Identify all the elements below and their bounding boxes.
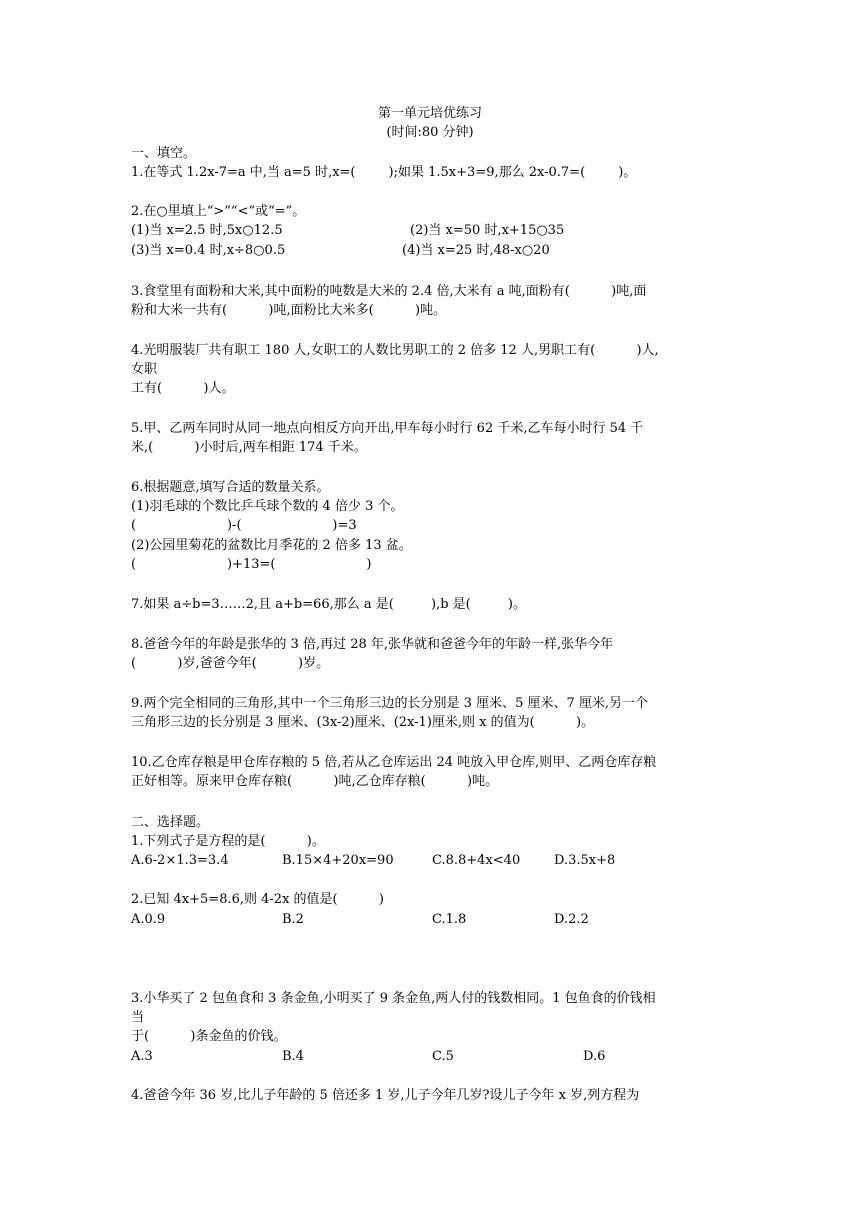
question-1-6-stem: 6.根据题意,填写合适的数量关系。 — [131, 480, 330, 495]
question-2-3-line2: 当 — [131, 1010, 145, 1025]
question-1-6-part2: (2)公园里菊花的盆数比月季花的 2 倍多 13 盆。 — [131, 538, 412, 553]
question-2-2-option-a: A.0.9 — [131, 912, 166, 927]
question-1-2-part3: (3)当 x=0.4 时,x÷8○0.5 — [131, 243, 286, 258]
question-2-4-line1: 4.爸爸今年 36 岁,比儿子年龄的 5 倍还多 1 岁,儿子今年几岁?设儿子今年 x 岁,列方程为 — [131, 1088, 640, 1103]
section2-heading: 二、选择题。 — [131, 815, 210, 830]
question-1-10-line2: 正好相等。原来甲仓库存粮( )吨,乙仓库存粮( )吨。 — [131, 774, 499, 789]
question-1-8-line1: 8.爸爸今年的年龄是张华的 3 倍,再过 28 年,张华就和爸爸今年的年龄一样,张华今年 — [131, 637, 614, 652]
worksheet-time-limit: (时间:80 分钟) — [386, 125, 474, 140]
question-2-2-option-c: C.1.8 — [432, 912, 467, 927]
question-1-3-line2: 粉和大米一共有( )吨,面粉比大米多( )吨。 — [131, 303, 447, 318]
question-1-1: 1.在等式 1.2x-7=a 中,当 a=5 时,x=( );如果 1.5x+3=9,那么 2x-0.7=( )。 — [131, 165, 637, 180]
question-2-2-option-d: D.2.2 — [554, 912, 589, 927]
question-1-5-line2: 米,( )小时后,两车相距 174 千米。 — [131, 440, 367, 455]
question-2-3-line3: 于( )条金鱼的价钱。 — [131, 1029, 287, 1044]
question-1-6-part2-blanks: ( )+13=( ) — [131, 557, 372, 572]
question-2-2-stem: 2.已知 4x+5=8.6,则 4-2x 的值是( ) — [131, 892, 384, 907]
question-1-7: 7.如果 a÷b=3……2,且 a+b=66,那么 a 是( ),b 是( )。 — [131, 597, 527, 612]
question-1-4-line3: 工有( )人。 — [131, 381, 235, 396]
question-1-2-stem: 2.在○里填上“>”“<”或“=”。 — [131, 204, 306, 219]
question-1-2-part2: (2)当 x=50 时,x+15○35 — [410, 223, 565, 238]
question-2-1-option-d: D.3.5x+8 — [554, 853, 616, 868]
question-2-3-option-b: B.4 — [282, 1049, 304, 1064]
question-1-3-line1: 3.食堂里有面粉和大米,其中面粉的吨数是大米的 2.4 倍,大米有 a 吨,面粉有( )吨,面 — [131, 284, 647, 299]
question-2-3-option-a: A.3 — [131, 1049, 153, 1064]
question-1-8-line2: ( )岁,爸爸今年( )岁。 — [131, 656, 330, 671]
question-2-1-stem: 1.下列式子是方程的是( )。 — [131, 834, 325, 849]
question-1-10-line1: 10.乙仓库存粮是甲仓库存粮的 5 倍,若从乙仓库运出 24 吨放入甲仓库,则甲、乙两仓库存粮 — [131, 755, 657, 770]
question-1-6-part1: (1)羽毛球的个数比乒乓球个数的 4 倍少 3 个。 — [131, 499, 404, 514]
question-2-1-option-a: A.6-2×1.3=3.4 — [131, 853, 229, 868]
question-1-9-line2: 三角形三边的长分别是 3 厘米、(3x-2)厘米、(2x-1)厘米,则 x 的值为( )。 — [131, 715, 595, 730]
section1-heading: 一、填空。 — [131, 146, 197, 161]
question-1-5-line1: 5.甲、乙两车同时从同一地点向相反方向开出,甲车每小时行 62 千米,乙车每小时行 54 千 — [131, 421, 644, 436]
question-1-2-part4: (4)当 x=25 时,48-x○20 — [402, 243, 550, 258]
question-1-4-line2: 女职 — [131, 362, 158, 377]
question-2-3-option-d: D.6 — [583, 1049, 606, 1064]
question-1-9-line1: 9.两个完全相同的三角形,其中一个三角形三边的长分别是 3 厘米、5 厘米、7 厘米,另一个 — [131, 696, 649, 711]
question-2-2-option-b: B.2 — [282, 912, 304, 927]
question-1-4-line1: 4.光明服装厂共有职工 180 人,女职工的人数比男职工的 2 倍多 12 人,男职工有( )人, — [131, 343, 659, 358]
question-2-1-option-b: B.15×4+20x=90 — [282, 853, 394, 868]
worksheet-title: 第一单元培优练习 — [377, 106, 482, 121]
question-2-1-option-c: C.8.8+4x<40 — [432, 853, 521, 868]
question-2-3-option-c: C.5 — [432, 1049, 454, 1064]
question-1-6-part1-blanks: ( )-( )=3 — [131, 518, 357, 533]
question-2-3-line1: 3.小华买了 2 包鱼食和 3 条金鱼,小明买了 9 条金鱼,两人付的钱数相同。1 包鱼食的价钱相 — [131, 991, 656, 1006]
question-1-2-part1: (1)当 x=2.5 时,5x○12.5 — [131, 223, 283, 238]
